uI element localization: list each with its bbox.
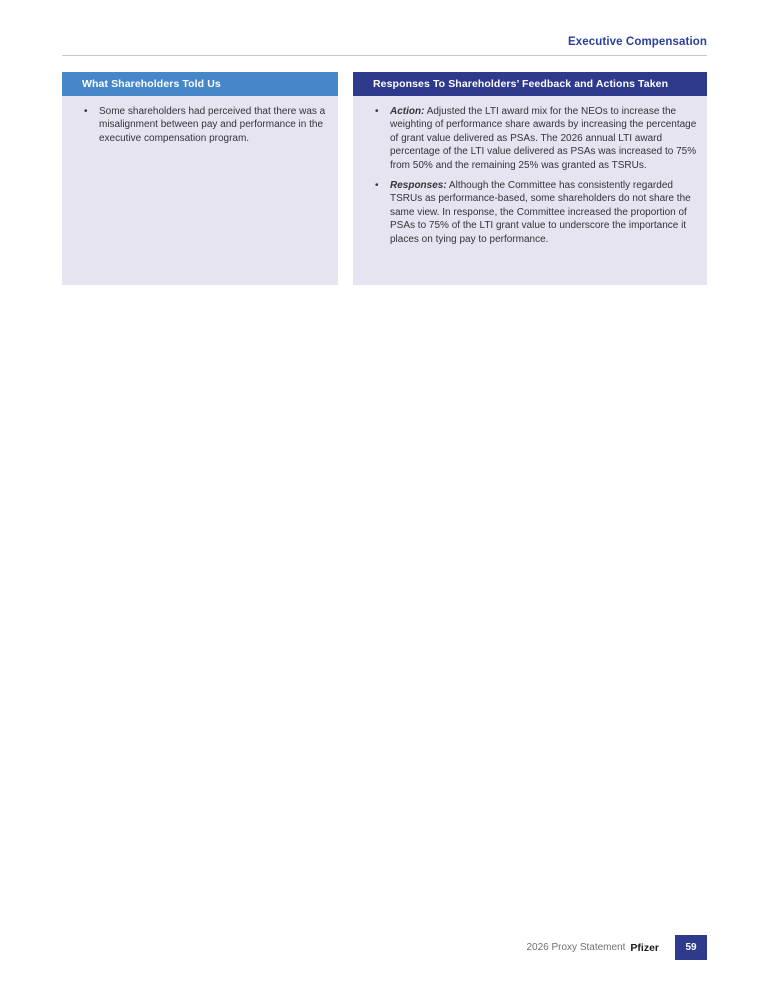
bullet-text: Although the Committee has consistently regarded TSRUs as performance-based, some shareholders do not share the same view. In response, the Committee increased the proportion of PSAs to 75% of the LTI grant value to underscore the importance it places on tying pay to performance. — [390, 180, 691, 245]
left-panel-header: What Shareholders Told Us — [62, 72, 338, 96]
bullet-lead: Action: — [390, 106, 425, 117]
footer-document-title: 2026 Proxy Statement — [526, 942, 626, 953]
bullet-text: Adjusted the LTI award mix for the NEOs to increase the weighting of performance share awards by increasing the percentage of grant value delivered as PSAs. The 2026 annual LTI award percentage of the LTI value delivered as PSAs was increased to 75% from 50% and the remaining 25% was granted as TSRUs. — [390, 106, 697, 171]
page-number-badge: 59 — [675, 935, 707, 960]
header-divider — [62, 55, 707, 56]
right-panel-body — [353, 96, 707, 285]
list-item — [84, 105, 329, 145]
what-shareholders-told-us-panel — [62, 72, 338, 285]
responses-panel — [353, 72, 707, 285]
right-panel-header: Responses To Shareholders’ Feedback and Actions Taken — [353, 72, 707, 96]
list-item — [375, 179, 698, 246]
right-bullet-list — [353, 105, 698, 246]
footer-brand: Pfizer — [630, 941, 659, 954]
left-panel-body — [62, 96, 338, 285]
page-footer — [526, 935, 707, 960]
left-bullet-list — [62, 105, 329, 145]
bullet-text: Some shareholders had perceived that there was a misalignment between pay and performance in the executive compensation program. — [99, 106, 326, 144]
bullet-lead: Responses: — [390, 180, 447, 192]
shareholder-feedback-table — [62, 72, 707, 285]
list-item — [375, 105, 698, 172]
section-header: Executive Compensation — [568, 36, 707, 48]
